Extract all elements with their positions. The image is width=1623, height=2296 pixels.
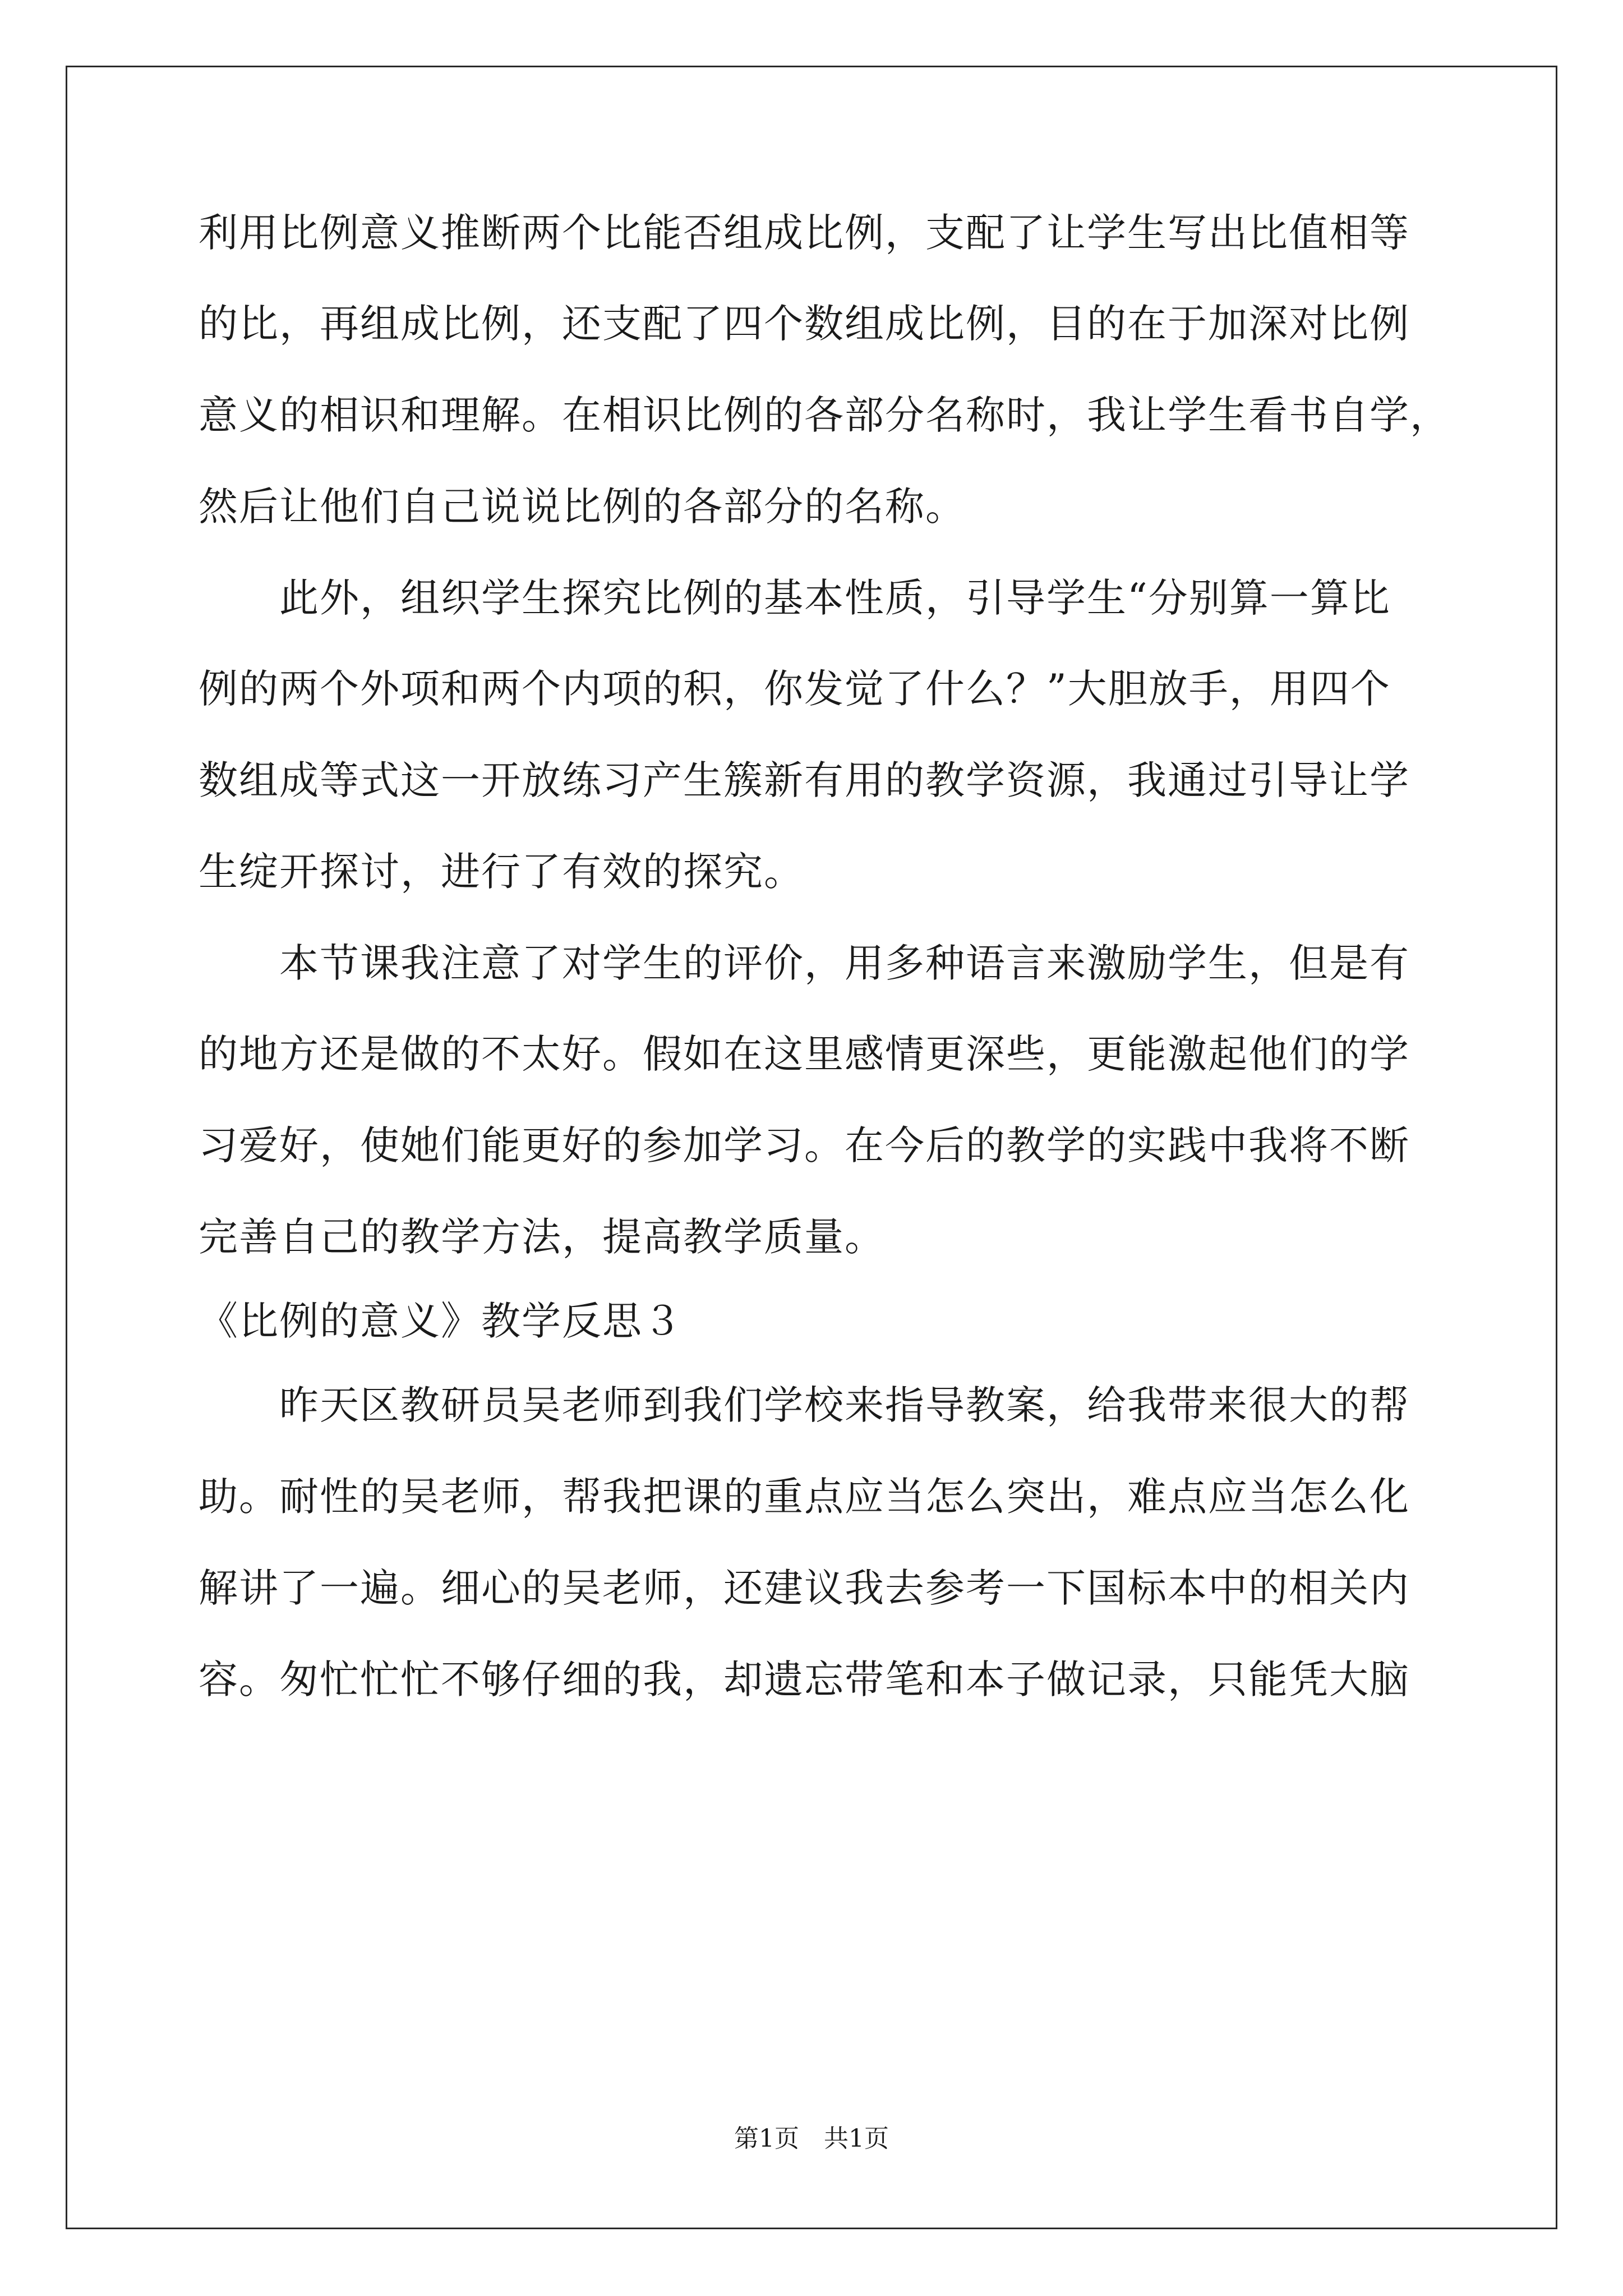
text-line: 意义的相识和理解。在相识比例的各部分名称时，我让学生看书自学， bbox=[199, 392, 1450, 438]
text-line: 本节课我注意了对学生的评价，用多种语言来激励学生，但是有 bbox=[199, 940, 1410, 986]
section-heading: 《比例的意义》教学反思３ bbox=[199, 1298, 683, 1344]
page-footer: 第1页 共1页 bbox=[734, 2124, 889, 2153]
text-line: 此外，组织学生探究比例的基本性质，引导学生“分别算一算比 bbox=[199, 575, 1391, 621]
text-line: 解讲了一遍。细心的吴老师，还建议我去参考一下国标本中的相关内 bbox=[199, 1565, 1410, 1611]
text-line: 昨天区教研员吴老师到我们学校来指导教案，给我带来很大的帮 bbox=[199, 1382, 1410, 1428]
text-line: 完善自己的教学方法，提高教学质量。 bbox=[199, 1214, 885, 1260]
text-line: 助。耐性的吴老师，帮我把课的重点应当怎么突出，难点应当怎么化 bbox=[199, 1474, 1410, 1520]
text-line: 的地方还是做的不太好。假如在这里感情更深些，更能激起他们的学 bbox=[199, 1031, 1410, 1077]
text-line: 利用比例意义推断两个比能否组成比例，支配了让学生写出比值相等 bbox=[199, 210, 1410, 256]
text-line: 数组成等式这一开放练习产生簇新有用的教学资源，我通过引导让学 bbox=[199, 757, 1410, 803]
text-line: 例的两个外项和两个内项的积，你发觉了什么？”大胆放手，用四个 bbox=[199, 666, 1391, 712]
text-line: 习爱好，使她们能更好的参加学习。在今后的教学的实践中我将不断 bbox=[199, 1122, 1410, 1168]
text-line: 生绽开探讨，进行了有效的探究。 bbox=[199, 849, 804, 895]
text-line: 容。匆忙忙忙不够仔细的我，却遗忘带笔和本子做记录，只能凭大脑 bbox=[199, 1657, 1410, 1703]
text-line: 的比，再组成比例，还支配了四个数组成比例，目的在于加深对比例 bbox=[199, 301, 1410, 347]
text-line: 然后让他们自己说说比例的各部分的名称。 bbox=[199, 484, 966, 530]
